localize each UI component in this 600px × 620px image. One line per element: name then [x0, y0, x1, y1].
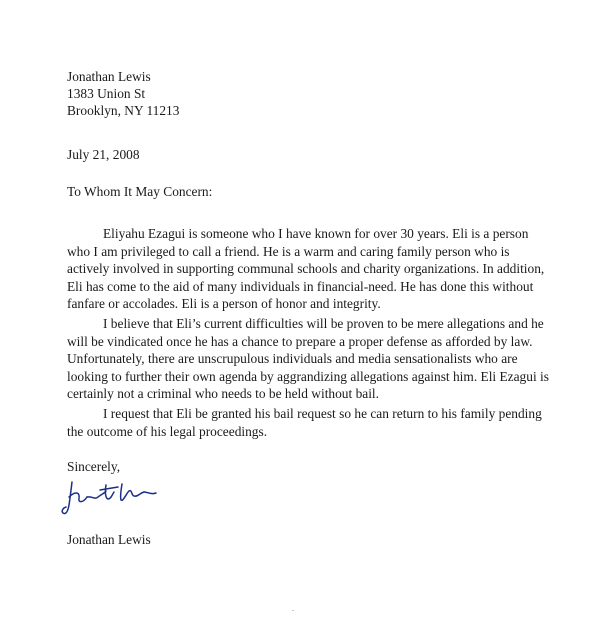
letter-date: July 21, 2008 — [67, 147, 140, 162]
paragraph-line: fanfare or accolades. Eli is a person of honor and integrity. — [67, 296, 381, 311]
body-paragraph-1 — [67, 225, 597, 313]
paragraph-line: will be vindicated once he has a chance to prepare a proper defense as afforded by law. — [67, 333, 533, 349]
paragraph-line: the outcome of his legal proceedings. — [67, 423, 268, 439]
paragraph-line: Eli has come to the aid of many individuals in financial-need. He has done this without — [67, 278, 534, 294]
paragraph-line: certainly not a criminal who needs to be held without bail. — [67, 386, 379, 401]
body-paragraph-2 — [67, 315, 597, 403]
signer-name: Jonathan Lewis — [67, 532, 151, 547]
paragraph-line: Unfortunately, there are unscrupulous individuals and media sensationalists who are — [67, 351, 518, 366]
paragraph-line: Eliyahu Ezagui is someone who I have known for over 30 years. Eli is a person — [103, 226, 529, 241]
sender-name: Jonathan Lewis — [67, 69, 151, 84]
closing: Sincerely, — [67, 459, 121, 474]
paragraph-line: who I am privileged to call a friend. He is a warm and caring family person who is — [67, 243, 510, 259]
paragraph-line: I request that Eli be granted his bail request so he can return to his family pending — [103, 406, 542, 421]
signature-icon — [60, 478, 164, 524]
salutation: To Whom It May Concern: — [67, 184, 213, 199]
page-speck — [292, 610, 294, 611]
sender-street: 1383 Union St — [67, 86, 146, 101]
paragraph-line: I believe that Eli’s current difficulties will be proven to be mere allegations and he — [103, 316, 544, 331]
paragraph-line: actively involved in supporting communal schools and charity organizations. In addition, — [67, 261, 545, 276]
paragraph-line: looking to further their own agenda by aggrandizing allegations against him. Eli Ezagui is — [67, 368, 549, 384]
body-paragraph-3 — [67, 405, 597, 440]
sender-city-state-zip: Brooklyn, NY 11213 — [67, 103, 180, 118]
